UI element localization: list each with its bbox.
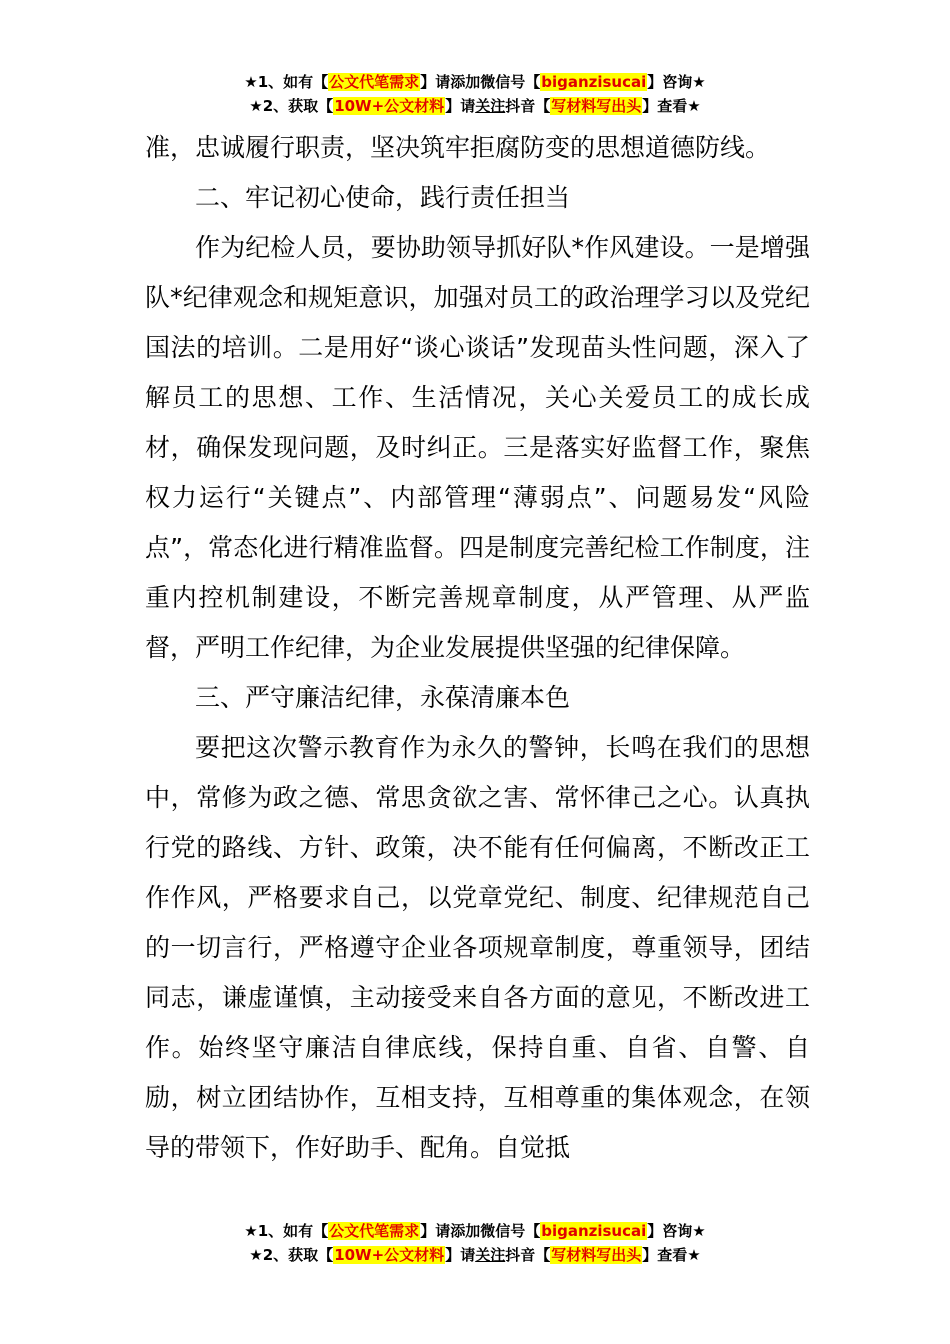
document-body [145,123,810,1173]
highlight-service: 公文代笔需求 [329,73,420,91]
highlight-wechat-id: biganzisucai [541,73,647,91]
footer-highlight-douyin-account: 写材料写出头 [551,1246,642,1264]
paragraph-section-3: 要把这次警示教育作为永久的警钟，长鸣在我们的思想中，常修为政之德、常思贪欲之害、常怀律己之心。认真执行党的路线、方针、政策，决不能有任何偏离，不断改正工作作风，严格要求自己，以党章党纪、制度、纪律规范自己的一切言行，严格遵守企业各项规章制度，尊重领导，团结同志，谦虚谨慎，主动接受来自各方面的意见，不断改进工作。始终坚守廉洁自律底线，保持自重、自省、自警、自励，树立团结协作，互相支持，互相尊重的集体观念，在领导的带领下，作好助手、配角。自觉抵 [145,733,810,1162]
footer-underlined-follow: 关注 [475,1246,506,1264]
highlight-douyin-account: 写材料写出头 [551,97,642,115]
section-heading-3: 三、严守廉洁纪律，永葆清廉本色 [195,683,571,712]
banner-line-2: ★2、获取【10W+公文材料】请关注抖音【写材料写出头】查看★ [249,97,701,115]
footer-highlight-wechat-id: biganzisucai [541,1222,647,1240]
footer-highlight-service: 公文代笔需求 [329,1222,420,1240]
paragraph-continued: 准，忠诚履行职责，坚决筑牢拒腐防变的思想道德防线。 [145,133,771,162]
footer-line-2: ★2、获取【10W+公文材料】请关注抖音【写材料写出头】查看★ [249,1246,701,1264]
section-heading-2: 二、牢记初心使命，践行责任担当 [195,183,571,212]
underlined-follow: 关注 [475,97,506,115]
paragraph-section-2: 作为纪检人员，要协助领导抓好队*作风建设。一是增强队*纪律观念和规矩意识，加强对员工的政治理学习以及党纪国法的培训。二是用好“谈心谈话”发现苗头性问题，深入了解员工的思想、工作、生活情况，关心关爱员工的成长成材，确保发现问题，及时纠正。三是落实好监督工作，聚焦权力运行“关键点”、内部管理“薄弱点”、问题易发“风险点”，常态化进行精准监督。四是制度完善纪检工作制度，注重内控机制建设，不断完善规章制度，从严管理、从严监督，严明工作纪律，为企业发展提供坚强的纪律保障。 [145,233,810,662]
footer-line-1: ★1、如有【公文代笔需求】请添加微信号【biganzisucai】咨询★ [244,1222,706,1240]
footer-highlight-materials: 10W+公文材料 [334,1246,445,1264]
footer-banner [0,1219,950,1267]
highlight-materials: 10W+公文材料 [334,97,445,115]
header-banner [0,70,950,118]
banner-line-1: ★1、如有【公文代笔需求】请添加微信号【biganzisucai】咨询★ [244,73,706,91]
